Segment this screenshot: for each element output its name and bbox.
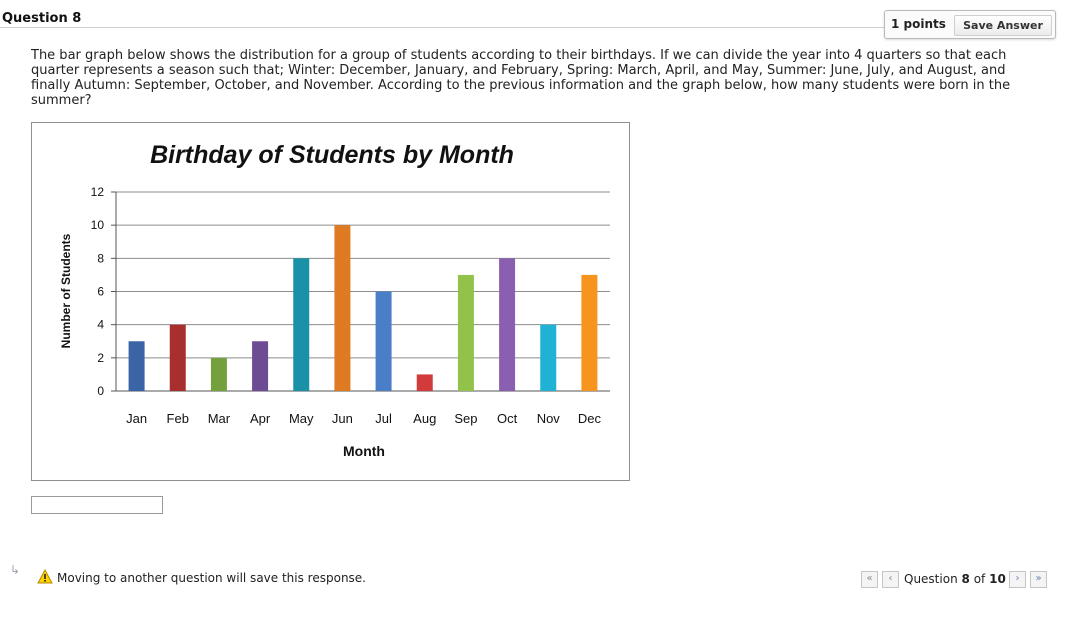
y-tick-label: 6 (97, 284, 104, 299)
save-answer-button[interactable]: Save Answer (954, 15, 1052, 36)
pager-prefix: Question (904, 572, 958, 586)
question-header (0, 0, 1065, 32)
question-title: Question 8 (2, 11, 82, 26)
points-box (884, 10, 1056, 39)
x-tick-label: Jun (331, 411, 353, 426)
x-tick-label: Aug (413, 411, 437, 426)
save-note-text: Moving to another question will save this response. (57, 571, 366, 585)
points-label: 1 points (891, 17, 946, 31)
header-divider (0, 27, 890, 28)
answer-input[interactable] (31, 496, 163, 514)
y-tick-label: 0 (97, 384, 104, 398)
x-axis-label: Month (343, 443, 385, 459)
bar-aug (417, 374, 433, 391)
x-tick-label: Sep (454, 411, 478, 426)
x-tick-label: Mar (207, 411, 231, 426)
bar-chart-image (31, 122, 630, 481)
y-tick-label: 8 (97, 251, 104, 266)
y-axis-label: Number of Students (59, 233, 73, 349)
x-tick-label: Jan (126, 411, 148, 426)
first-question-button[interactable]: « (861, 571, 878, 588)
x-tick-label: Feb (166, 411, 189, 426)
bar-may (293, 258, 309, 391)
x-tick-label: May (288, 411, 314, 426)
total-questions: 10 (989, 572, 1006, 586)
x-tick-label: Nov (536, 411, 560, 426)
y-tick-label: 2 (97, 350, 104, 365)
bar-feb (170, 325, 186, 391)
chart-title: Birthday of Students by Month (150, 141, 514, 169)
next-question-button[interactable]: › (1009, 571, 1026, 588)
corner-arrow-icon: ↳ (10, 563, 21, 577)
pager-of-label: of (973, 572, 986, 586)
bar-jun (334, 225, 350, 391)
bar-nov (540, 325, 556, 391)
current-question-number: 8 (961, 572, 970, 586)
y-tick-label: 10 (90, 218, 104, 233)
bar-oct (499, 258, 515, 391)
bar-chart (32, 123, 629, 480)
bar-apr (252, 341, 268, 391)
bar-mar (211, 358, 227, 391)
warning-icon (37, 569, 53, 584)
pager-text (904, 572, 1006, 586)
x-tick-label: Apr (249, 411, 271, 426)
bar-sep (458, 275, 474, 391)
question-text: The bar graph below shows the distribution for a group of students according to their birthdays. If we can divide the year into 4 quarters so that each quarter represents a season such that; Winter: December, January, and February, Spring: March, April, and May, Summer: June, July, and August, and finally Autumn: September, October, and November. According to the previous information and the graph below, how many students were born in the summer? (31, 48, 1011, 108)
bar-dec (581, 275, 597, 391)
y-tick-label: 4 (97, 317, 104, 332)
y-tick-label: 12 (90, 185, 104, 199)
bar-jul (376, 292, 392, 392)
x-tick-label: Dec (577, 411, 601, 426)
bar-jan (129, 341, 145, 391)
previous-question-button[interactable]: ‹ (882, 571, 899, 588)
x-tick-label: Oct (496, 411, 518, 426)
x-tick-label: Jul (375, 411, 392, 426)
last-question-button[interactable]: » (1030, 571, 1047, 588)
